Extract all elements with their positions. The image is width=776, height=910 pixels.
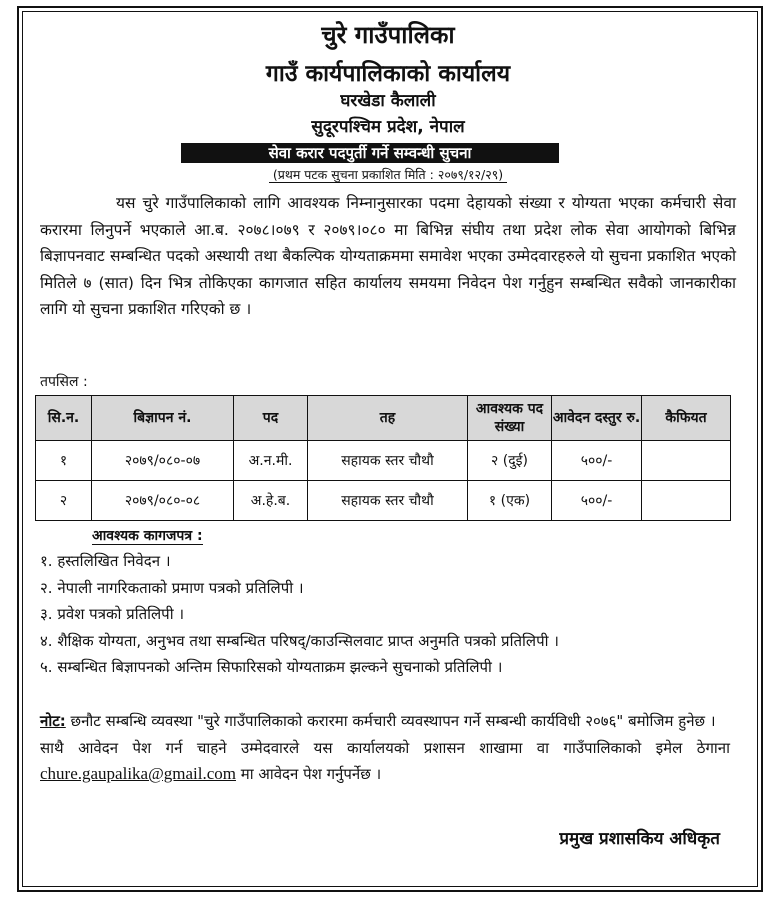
list-item: ४. शैक्षिक योग्यता, अनुभव तथा सम्बन्धित परिषद्/काउन्सिलवाट प्राप्त अनुमति पत्रको प्रतिलिपी ।: [40, 631, 559, 650]
col-header-post: पद: [234, 396, 308, 441]
list-item: २. नेपाली नागरिकताको प्रमाण पत्रको प्रतिलिपी ।: [40, 578, 304, 597]
list-item: ५. सम्बन्धित बिज्ञापनको अन्तिम सिफारिसको योग्यताक्रम झल्कने सुचनाको प्रतिलिपी ।: [40, 658, 503, 676]
notice-title: सेवा करार पदपुर्ती गर्ने सम्वन्धी सुचना: [181, 143, 559, 163]
cell-post: अ.न.मी.: [234, 441, 308, 481]
table-row: [36, 441, 731, 481]
cell-level: सहायक स्तर चौथौ: [308, 481, 468, 521]
cell-required-count: २ (दुई): [468, 441, 552, 481]
cell-post: अ.हे.ब.: [234, 481, 308, 521]
col-header-remarks: कैफियत: [642, 396, 731, 441]
cell-required-count: १ (एक): [468, 481, 552, 521]
municipality-name: चुरे गाउँपालिका: [321, 21, 455, 49]
cell-ad-number: २०७९/०८०-०७: [92, 441, 234, 481]
note-line-1: [40, 708, 730, 735]
note-line-2: [40, 735, 730, 788]
email-link[interactable]: chure.gaupalika@gmail.com: [40, 764, 236, 783]
cell-remarks: [642, 441, 731, 481]
table-row: [36, 481, 731, 521]
list-item: ३. प्रवेश पत्रको प्रतिलिपी ।: [40, 605, 185, 623]
documents-list: [40, 548, 559, 681]
note-text-2: साथै आवेदन पेश गर्न चाहने उम्मेदवारले यस कार्यालयको प्रशासन शाखामा वा गाउँपालिकाको इमेल ठेगाना: [40, 738, 730, 757]
note-text-2-end: मा आवेदन पेश गर्नुपर्नेछ ।: [235, 765, 382, 783]
col-header-ad-number: बिज्ञापन नं.: [92, 396, 234, 441]
cell-level: सहायक स्तर चौथौ: [308, 441, 468, 481]
cell-ad-number: २०७९/०८०-०८: [92, 481, 234, 521]
note-text: छनौट सम्बन्धि व्यवस्था "चुरे गाउँपालिकाको करारमा कर्मचारी व्यवस्थापन गर्ने सम्बन्धी कार्यविधी २०७६" बमोजिम हुनेछ ।: [65, 712, 716, 730]
province-name: सुदूरपश्चिम प्रदेश, नेपाल: [311, 117, 465, 137]
vacancy-table: [35, 395, 731, 521]
col-header-required-count: आवश्यक पद संख्या: [468, 396, 552, 441]
note-section: [40, 708, 730, 788]
col-header-sn: सि.न.: [36, 396, 92, 441]
list-item: १. हस्तलिखित निवेदन ।: [40, 552, 171, 570]
publish-date-text: (प्रथम पटक सुचना प्रकाशित मिति : २०७९/१२/२९): [269, 167, 507, 183]
office-name: गाउँ कार्यपालिकाको कार्यालय: [265, 61, 511, 87]
cell-sn: २: [36, 481, 92, 521]
col-header-level: तह: [308, 396, 468, 441]
documents-title-text: आवश्यक कागजपत्र :: [92, 528, 203, 544]
table-header-row: [36, 396, 731, 441]
notice-body: यस चुरे गाउँपालिकाको लागि आवश्यक निम्नानुसारका पदमा देहायको संख्या र योग्यता भएका कर्मचारी सेवा करारमा लिनुपर्ने भएकाले आ.ब. २०७८।०७९ र २०७९।०८० मा बिभिन्न संघीय तथा प्रदेश लोक सेवा आयोगको बिभिन्न बिज्ञापनवाट सम्बन्धित पदको अस्थायी तथा बैकल्पिक योग्यताक्रममा समावेश भएका उम्मेदवारहरुले यो सुचना प्रकाशित भएको मितिले ७ (सात) दिन भित्र तोकिएका कागजात सहित कार्यालय समयमा निवेदन पेश गर्नुहुन सम्बन्धित सवैको जानकारीका लागि यो सुचना प्रकाशित गरिएको छ ।: [40, 194, 736, 318]
documents-title: [92, 526, 203, 545]
col-header-fee: आवेदन दस्तुर रु.: [552, 396, 642, 441]
cell-sn: १: [36, 441, 92, 481]
cell-remarks: [642, 481, 731, 521]
cell-fee: ५००/-: [552, 481, 642, 521]
cell-fee: ५००/-: [552, 441, 642, 481]
note-label: नोट:: [40, 712, 66, 730]
signature: प्रमुख प्रशासकिय अधिकृत: [559, 829, 720, 849]
publish-date: [0, 166, 776, 183]
office-address: घरखेडा कैलाली: [340, 91, 436, 111]
tapasil-label: तपसिल :: [40, 374, 88, 390]
